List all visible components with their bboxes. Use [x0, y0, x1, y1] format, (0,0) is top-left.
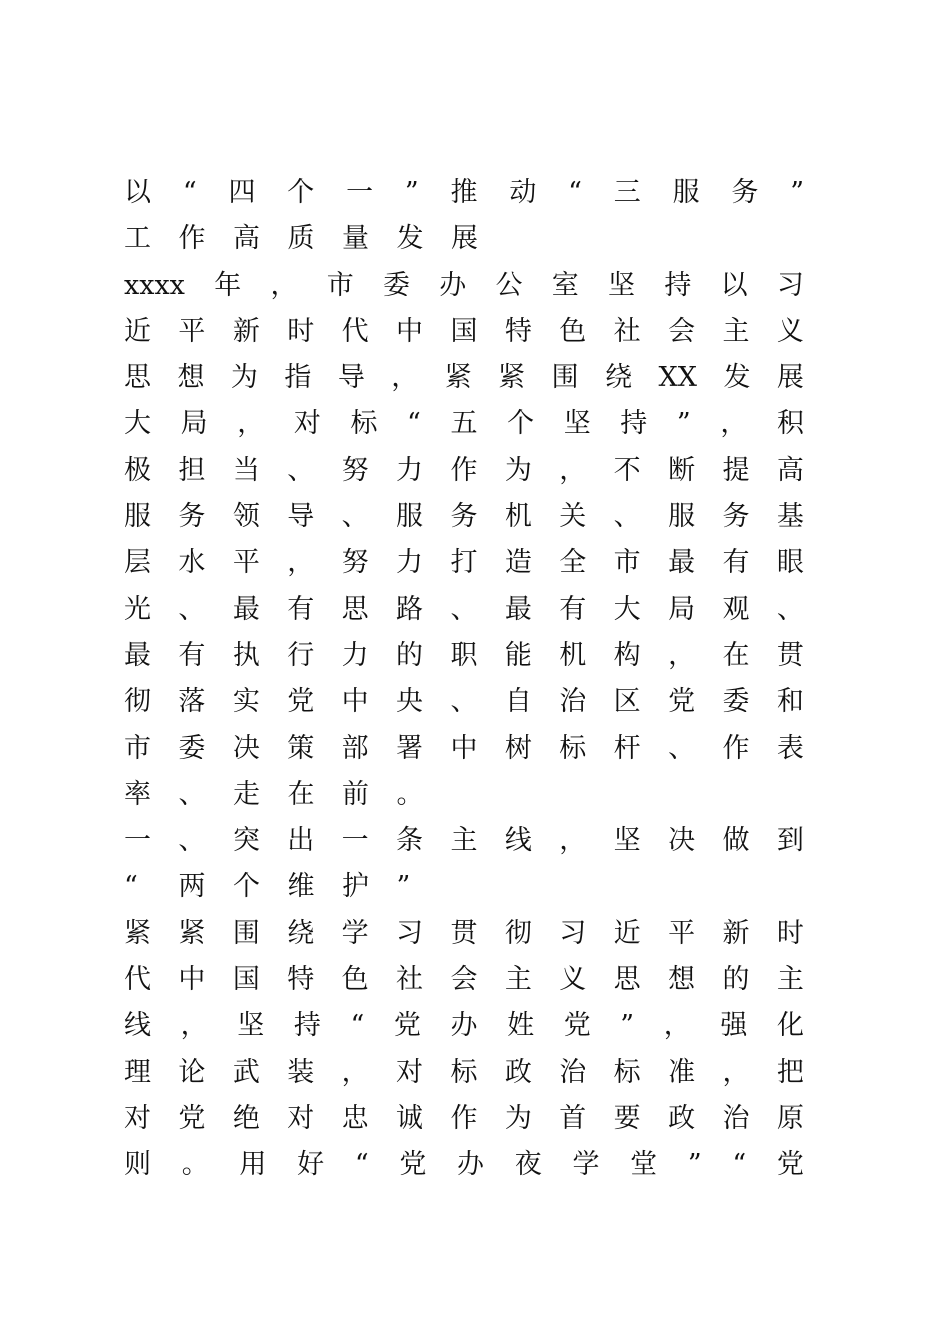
- text-line: 代 中 国 特 色 社 会 主 义 思 想 的 主: [124, 964, 804, 996]
- text-line: 思 想 为 指 导 ， 紧 紧 围 绕 XX 发 展: [124, 362, 804, 394]
- document-body: [124, 170, 804, 1189]
- text-line: 服 务 领 导 、 服 务 机 关 、 服 务 基: [124, 501, 804, 533]
- text-line: 大 局 ， 对 标 “ 五 个 坚 持 ” ， 积: [124, 408, 804, 440]
- text-line: 近 平 新 时 代 中 国 特 色 社 会 主 义: [124, 315, 804, 347]
- text-line: 极 担 当 、 努 力 作 为 ， 不 断 提 高: [124, 454, 804, 486]
- text-line: 理 论 武 装 ， 对 标 政 治 标 准 ， 把: [124, 1056, 804, 1088]
- text-line: 对 党 绝 对 忠 诚 作 为 首 要 政 治 原: [124, 1102, 804, 1134]
- text-line: 市 委 决 策 部 署 中 树 标 杆 、 作 表: [124, 732, 804, 764]
- text-line: 一 、 突 出 一 条 主 线 ， 坚 决 做 到: [124, 825, 804, 857]
- text-line: 紧 紧 围 绕 学 习 贯 彻 习 近 平 新 时: [124, 917, 804, 949]
- text-line: 彻 落 实 党 中 央 、 自 治 区 党 委 和: [124, 686, 804, 718]
- text-line: 最 有 执 行 力 的 职 能 机 构 ， 在 贯: [124, 639, 804, 671]
- text-line: “ 两 个 维 护 ”: [124, 871, 411, 903]
- text-line: 线 ， 坚 持 “ 党 办 姓 党 ” ， 强 化: [124, 1010, 804, 1042]
- text-line: 以 “ 四 个 一 ” 推 动 “ 三 服 务 ”: [124, 177, 804, 208]
- text-line: 光 、 最 有 思 路 、 最 有 大 局 观 、: [124, 593, 804, 625]
- text-line: 率 、 走 在 前 。: [124, 778, 424, 810]
- text-line: 则 。 用 好 “ 党 办 夜 学 堂 ” “ 党: [124, 1149, 804, 1181]
- text-line: 工 作 高 质 量 发 展: [124, 223, 478, 255]
- text-line: xxxx 年 ， 市 委 办 公 室 坚 持 以 习: [124, 269, 804, 301]
- text-line: 层 水 平 ， 努 力 打 造 全 市 最 有 眼: [124, 547, 804, 579]
